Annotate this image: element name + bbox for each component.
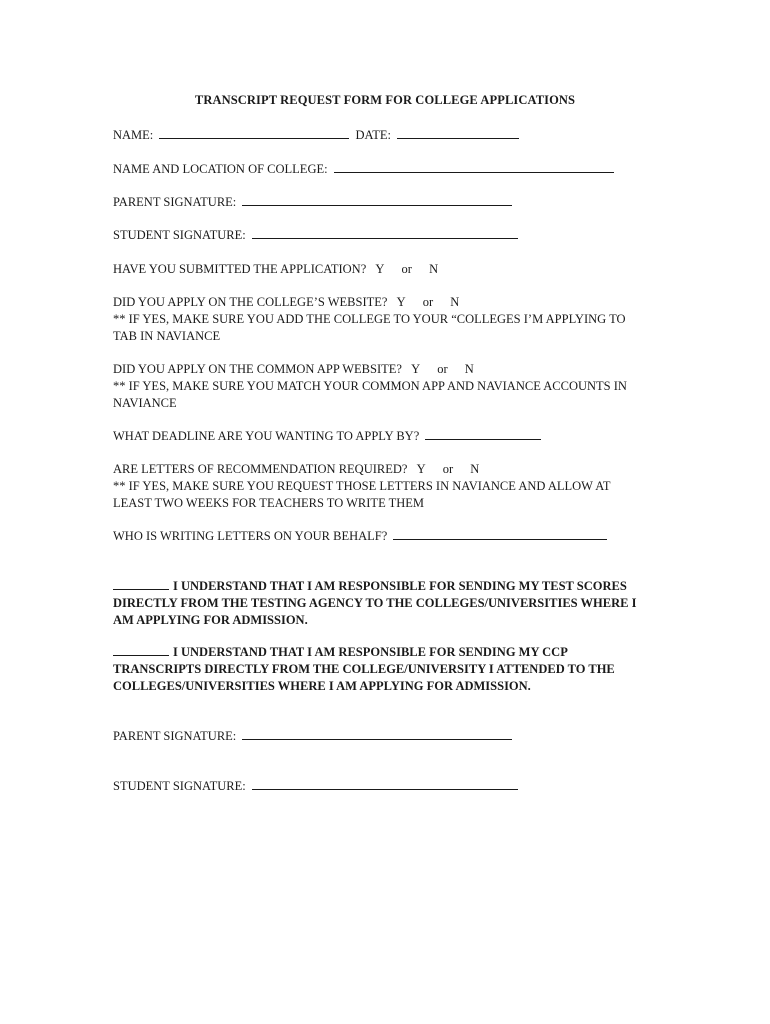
name-date-row	[113, 127, 522, 144]
website-row	[113, 294, 473, 311]
test-scores-acknowledgement	[113, 578, 643, 629]
common-app-note: ** IF YES, MAKE SURE YOU MATCH YOUR COMMON APP AND NAVIANCE ACCOUNTS IN NAVIANCE	[113, 379, 627, 410]
student-signature-label-2: STUDENT SIGNATURE:	[113, 779, 246, 793]
website-note: ** IF YES, MAKE SURE YOU ADD THE COLLEGE TO YOUR “COLLEGES I’M APPLYING TO TAB IN NAVIANCE	[113, 312, 626, 343]
parent-signature-blank[interactable]	[242, 194, 512, 206]
date-blank[interactable]	[397, 127, 519, 139]
website-choice	[397, 294, 474, 311]
letters-or: or	[442, 462, 454, 476]
parent-signature-blank-2[interactable]	[242, 728, 512, 740]
deadline-row	[113, 428, 544, 445]
common-app-no[interactable]: N	[464, 362, 474, 376]
letters-note: ** IF YES, MAKE SURE YOU REQUEST THOSE LETTERS IN NAVIANCE AND ALLOW AT LEAST TWO WEEKS FOR TEACHERS TO WRITE THEM	[113, 479, 611, 510]
date-label: DATE:	[355, 128, 391, 142]
letters-row	[113, 461, 493, 478]
college-blank[interactable]	[334, 161, 614, 173]
submitted-question: HAVE YOU SUBMITTED THE APPLICATION?	[113, 262, 367, 276]
submitted-row	[113, 261, 452, 278]
deadline-blank[interactable]	[425, 428, 541, 440]
ccp-text: I UNDERSTAND THAT I AM RESPONSIBLE FOR SENDING MY CCP TRANSCRIPTS DIRECTLY FROM THE COLLEGE/UNIVERSITY I ATTENDED TO THE COLLEGES/UNIVERSITIES WHERE I AM APPLYING FOR ADMISSION.	[113, 645, 615, 693]
student-signature-row-top	[113, 227, 521, 244]
letters-choice	[417, 461, 494, 478]
test-scores-text: I UNDERSTAND THAT I AM RESPONSIBLE FOR SENDING MY TEST SCORES DIRECTLY FROM THE TESTING AGENCY TO THE COLLEGES/UNIVERSITIES WHERE I AM APPLYING FOR ADMISSION.	[113, 579, 637, 627]
website-yes[interactable]: Y	[396, 295, 406, 309]
college-label: NAME AND LOCATION OF COLLEGE:	[113, 162, 328, 176]
website-or: or	[422, 295, 434, 309]
student-signature-blank[interactable]	[252, 227, 518, 239]
deadline-question: WHAT DEADLINE ARE YOU WANTING TO APPLY BY?	[113, 429, 420, 443]
letters-yes[interactable]: Y	[416, 462, 426, 476]
ccp-acknowledgement	[113, 644, 643, 695]
common-app-yes[interactable]: Y	[411, 362, 421, 376]
writers-row	[113, 528, 610, 545]
parent-signature-label-2: PARENT SIGNATURE:	[113, 729, 237, 743]
submitted-or: or	[401, 262, 412, 276]
name-blank[interactable]	[159, 127, 349, 139]
letters-question: ARE LETTERS OF RECOMMENDATION REQUIRED?	[113, 462, 408, 476]
common-app-row	[113, 361, 488, 378]
common-app-choice	[411, 361, 488, 378]
parent-signature-row-bottom	[113, 728, 515, 745]
common-app-or: or	[437, 362, 448, 376]
name-label: NAME:	[113, 128, 154, 142]
parent-signature-label: PARENT SIGNATURE:	[113, 195, 237, 209]
website-question: DID YOU APPLY ON THE COLLEGE’S WEBSITE?	[113, 295, 388, 309]
student-signature-row-bottom	[113, 778, 521, 795]
submitted-yes[interactable]: Y	[375, 262, 385, 276]
parent-signature-row-top	[113, 194, 515, 211]
submitted-no[interactable]: N	[429, 262, 439, 276]
common-app-question: DID YOU APPLY ON THE COMMON APP WEBSITE?	[113, 362, 402, 376]
website-no[interactable]: N	[450, 295, 460, 309]
college-row	[113, 161, 617, 178]
ccp-initial-blank[interactable]	[113, 644, 169, 656]
student-signature-label: STUDENT SIGNATURE:	[113, 228, 246, 242]
submitted-choice	[375, 261, 452, 278]
writers-blank[interactable]	[393, 528, 607, 540]
form-title: TRANSCRIPT REQUEST FORM FOR COLLEGE APPLICATIONS	[194, 93, 576, 107]
student-signature-blank-2[interactable]	[252, 778, 518, 790]
letters-no[interactable]: N	[470, 462, 480, 476]
writers-question: WHO IS WRITING LETTERS ON YOUR BEHALF?	[113, 529, 388, 543]
test-scores-initial-blank[interactable]	[113, 578, 169, 590]
